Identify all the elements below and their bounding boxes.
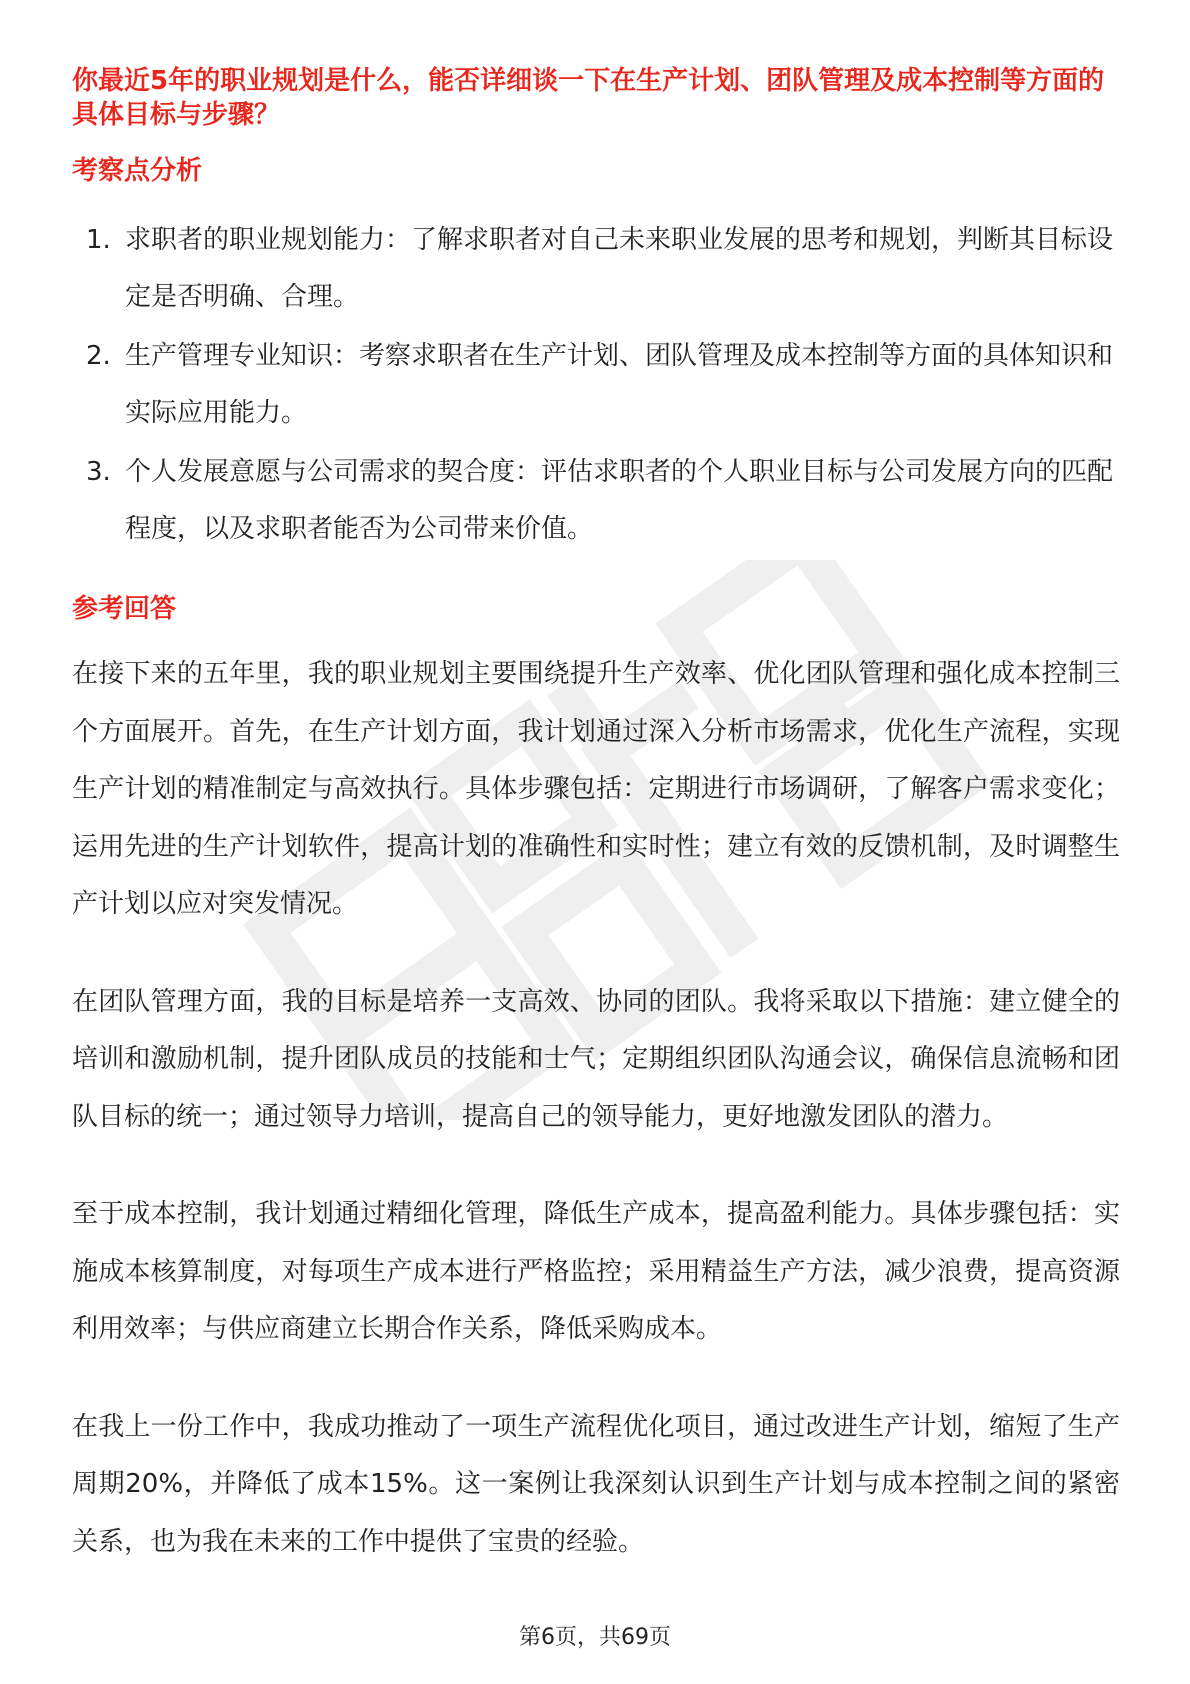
answer-paragraph: 在接下来的五年里，我的职业规划主要围绕提升生产效率、优化团队管理和强化成本控制三个方面展开。首先，在生产计划方面，我计划通过深入分析市场需求，优化生产流程，实现生产计划的精准制定与高效执行。具体步骤包括：定期进行市场调研，了解客户需求变化；运用先进的生产计划软件，提高计划的准确性和实时性；建立有效的反馈机制，及时调整生产计划以应对突发情况。 <box>72 659 1120 919</box>
analysis-point <box>72 212 1120 326</box>
answer-paragraph: 在我上一份工作中，我成功推动了一项生产流程优化项目，通过改进生产计划，缩短了生产周期20%，并降低了成本15%。这一案例让我深刻认识到生产计划与成本控制之间的紧密关系，也为我在未来的工作中提供了宝贵的经验。 <box>72 1411 1120 1557</box>
point-text: 个人发展意愿与公司需求的契合度：评估求职者的个人职业目标与公司发展方向的匹配程度，以及求职者能否为公司带来价值。 <box>125 457 1114 544</box>
point-number: 1. <box>86 225 111 255</box>
point-number: 2. <box>86 341 111 371</box>
answer-paragraph: 至于成本控制，我计划通过精细化管理，降低生产成本，提高盈利能力。具体步骤包括：实施成本核算制度，对每项生产成本进行严格监控；采用精益生产方法，减少浪费，提高资源利用效率；与供应商建立长期合作关系，降低采购成本。 <box>72 1199 1120 1344</box>
point-text: 生产管理专业知识：考察求职者在生产计划、团队管理及成本控制等方面的具体知识和实际应用能力。 <box>125 341 1114 428</box>
question-heading: 你最近5年的职业规划是什么，能否详细谈一下在生产计划、团队管理及成本控制等方面的具体目标与步骤？ <box>72 66 1105 130</box>
page-number-footer: 第6页，共69页 <box>519 1625 671 1650</box>
analysis-point <box>72 444 1120 558</box>
content-area <box>72 64 1120 1571</box>
analysis-section-title: 考察点分析 <box>72 156 203 186</box>
point-number: 3. <box>86 457 111 487</box>
analysis-point <box>72 328 1120 442</box>
analysis-points-list <box>72 212 1120 558</box>
point-text: 求职者的职业规划能力：了解求职者对自己未来职业发展的思考和规划，判断其目标设定是否明确、合理。 <box>125 225 1114 312</box>
answer-section-title: 参考回答 <box>72 594 177 624</box>
answer-paragraph: 在团队管理方面，我的目标是培养一支高效、协同的团队。我将采取以下措施：建立健全的培训和激励机制，提升团队成员的技能和士气；定期组织团队沟通会议，确保信息流畅和团队目标的统一；通过领导力培训，提高自己的领导能力，更好地激发团队的潜力。 <box>72 986 1120 1132</box>
